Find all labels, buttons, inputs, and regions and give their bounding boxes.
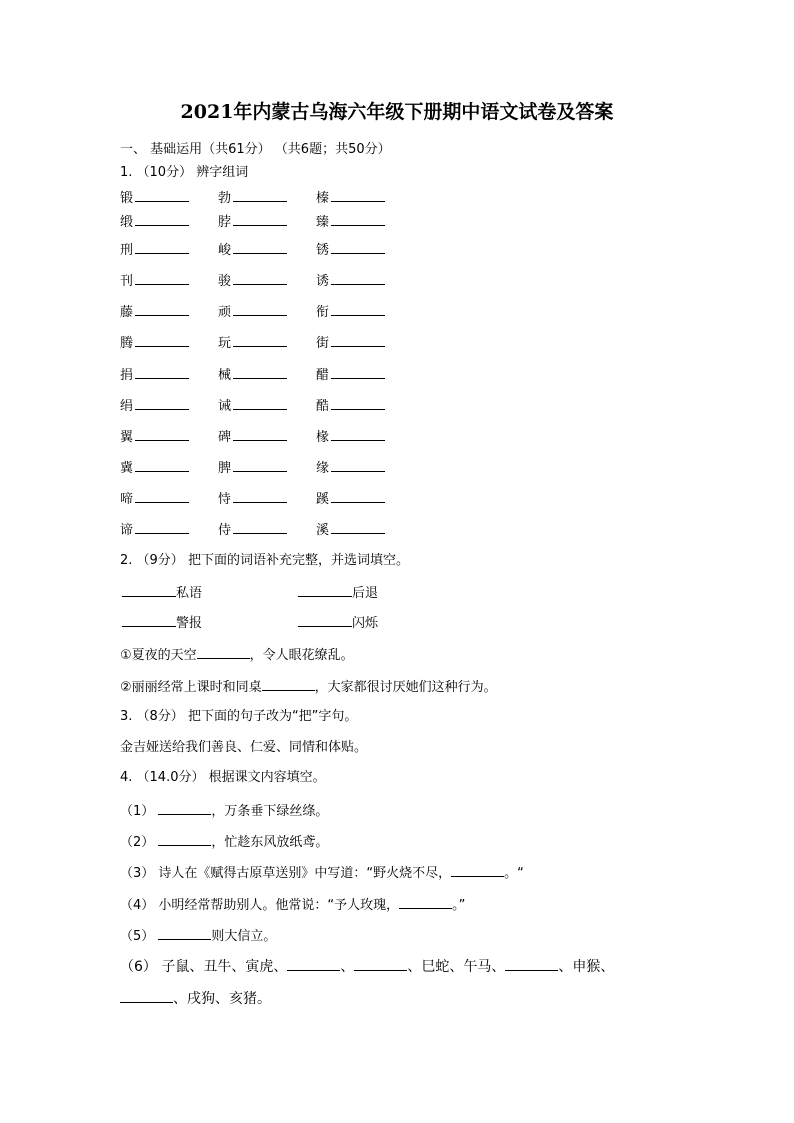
idiom-suffix: 警报 <box>176 616 203 631</box>
answer-blank[interactable] <box>233 213 287 226</box>
word-cell <box>316 272 385 290</box>
character: 谛 <box>120 523 134 538</box>
character: 侍 <box>218 523 232 538</box>
answer-blank[interactable] <box>135 272 189 285</box>
character: 缎 <box>120 215 134 230</box>
character: 街 <box>316 336 330 351</box>
word-cell <box>316 459 385 477</box>
answer-blank[interactable] <box>331 334 385 347</box>
question-1-header: 1. （10分） 辨字组词 <box>120 165 249 180</box>
character: 酷 <box>316 399 330 414</box>
question-2-header: 2. （9分） 把下面的词语补充完整，并选词填空。 <box>120 553 409 568</box>
idiom-fill-4 <box>296 614 378 632</box>
character: 臻 <box>316 215 330 230</box>
character: 脖 <box>218 215 232 230</box>
answer-blank[interactable] <box>505 958 558 971</box>
character: 绢 <box>120 399 134 414</box>
answer-blank[interactable] <box>135 241 189 254</box>
answer-blank[interactable] <box>298 584 352 597</box>
idiom-suffix: 私语 <box>176 586 203 601</box>
page-title: 2021年内蒙古乌海六年级下册期中语文试卷及答案 <box>180 101 614 123</box>
character: 衔 <box>316 305 330 320</box>
character: 诱 <box>316 274 330 289</box>
idiom-fill-2 <box>296 584 378 602</box>
character: 刊 <box>120 274 134 289</box>
recite-item-5 <box>120 927 276 945</box>
item-text: 、戌狗、亥猪。 <box>173 991 271 1007</box>
answer-blank[interactable] <box>331 397 385 410</box>
answer-blank[interactable] <box>233 459 287 472</box>
word-cell <box>120 428 189 446</box>
word-cell <box>120 189 189 207</box>
answer-blank[interactable] <box>233 241 287 254</box>
answer-blank[interactable] <box>158 802 211 815</box>
answer-blank[interactable] <box>122 584 176 597</box>
character: 藤 <box>120 305 134 320</box>
question-3-header: 3. （8分） 把下面的句子改为“把”字句。 <box>120 709 358 724</box>
character: 椽 <box>316 430 330 445</box>
answer-blank[interactable] <box>135 366 189 379</box>
item-text: 、巳蛇、午马、 <box>407 959 506 975</box>
item-text: 、 <box>340 959 355 975</box>
item-text: ，万条垂下绿丝绦。 <box>211 804 329 819</box>
idiom-suffix: 闪烁 <box>352 616 379 631</box>
answer-blank[interactable] <box>331 303 385 316</box>
idiom-fill-1 <box>120 584 202 602</box>
item-number: （3） <box>120 866 155 881</box>
item-text: 诗人在《赋得古原草送别》中写道：“野火烧不尽， <box>154 866 452 881</box>
word-cell <box>218 213 287 231</box>
answer-blank[interactable] <box>135 459 189 472</box>
sentence-text: ①夏夜的天空 <box>120 648 197 663</box>
character: 捐 <box>120 368 134 383</box>
answer-blank[interactable] <box>135 521 189 534</box>
item-text: 则大信立。 <box>211 929 277 944</box>
sentence-text: ②丽丽经常上课时和同桌 <box>120 680 262 695</box>
answer-blank[interactable] <box>233 428 287 441</box>
answer-blank[interactable] <box>135 334 189 347</box>
idiom-fill-3 <box>120 614 202 632</box>
word-cell <box>218 303 287 321</box>
sentence-text: ，大家都很讨厌她们这种行为。 <box>314 680 497 695</box>
character: 恃 <box>218 492 232 507</box>
word-cell <box>218 189 287 207</box>
character: 啼 <box>120 492 134 507</box>
word-cell <box>316 213 385 231</box>
word-cell <box>316 334 385 352</box>
word-cell <box>316 366 385 384</box>
recite-item-6 <box>120 958 614 975</box>
question-3-sentence: 金吉娅送给我们善良、仁爱、同情和体贴。 <box>120 740 368 755</box>
item-number: （4） <box>120 898 155 913</box>
item-text: 、申猴、 <box>558 959 615 975</box>
answer-blank[interactable] <box>451 864 504 877</box>
character: 醋 <box>316 368 330 383</box>
answer-blank[interactable] <box>233 272 287 285</box>
word-cell <box>120 490 189 508</box>
question-4-header: 4. （14.0分） 根据课文内容填空。 <box>120 770 326 785</box>
word-cell <box>120 521 189 539</box>
word-cell <box>218 241 287 259</box>
recite-item-6-continued <box>120 990 271 1007</box>
answer-blank[interactable] <box>122 614 176 627</box>
word-cell <box>120 241 189 259</box>
answer-blank[interactable] <box>135 428 189 441</box>
word-cell <box>316 397 385 415</box>
word-cell <box>316 428 385 446</box>
answer-blank[interactable] <box>262 678 315 691</box>
character: 榛 <box>316 191 330 206</box>
answer-blank[interactable] <box>233 303 287 316</box>
sentence-text: ，令人眼花缭乱。 <box>249 648 354 663</box>
answer-blank[interactable] <box>331 213 385 226</box>
answer-blank[interactable] <box>135 397 189 410</box>
answer-blank[interactable] <box>233 397 287 410</box>
answer-blank[interactable] <box>158 833 211 846</box>
word-cell <box>218 459 287 477</box>
word-cell <box>316 490 385 508</box>
item-number: （1） <box>120 804 155 819</box>
answer-blank[interactable] <box>331 241 385 254</box>
answer-blank[interactable] <box>233 366 287 379</box>
item-number: （5） <box>120 929 155 944</box>
word-cell <box>316 521 385 539</box>
item-text: 。“ <box>504 866 524 881</box>
answer-blank[interactable] <box>331 189 385 202</box>
answer-blank[interactable] <box>158 927 211 940</box>
character: 缘 <box>316 461 330 476</box>
character: 械 <box>218 368 232 383</box>
word-cell <box>120 459 189 477</box>
character: 骏 <box>218 274 232 289</box>
answer-blank[interactable] <box>233 521 287 534</box>
answer-blank[interactable] <box>233 490 287 503</box>
character: 勃 <box>218 191 232 206</box>
answer-blank[interactable] <box>120 990 173 1003</box>
recite-item-1 <box>120 802 328 820</box>
word-cell <box>316 189 385 207</box>
answer-blank[interactable] <box>331 428 385 441</box>
answer-blank[interactable] <box>331 366 385 379</box>
character: 碑 <box>218 430 232 445</box>
character: 峻 <box>218 243 232 258</box>
answer-blank[interactable] <box>135 490 189 503</box>
recite-item-4 <box>120 896 465 914</box>
character: 蹊 <box>316 492 330 507</box>
word-cell <box>218 334 287 352</box>
answer-blank[interactable] <box>197 646 250 659</box>
item-number: （6） <box>120 959 157 975</box>
answer-blank[interactable] <box>135 213 189 226</box>
word-cell <box>120 303 189 321</box>
word-cell <box>120 366 189 384</box>
answer-blank[interactable] <box>135 189 189 202</box>
character: 腾 <box>120 336 134 351</box>
idiom-suffix: 后退 <box>352 586 379 601</box>
character: 诫 <box>218 399 232 414</box>
answer-blank[interactable] <box>298 614 352 627</box>
item-text: 。” <box>452 898 466 913</box>
word-cell <box>120 213 189 231</box>
word-cell <box>316 241 385 259</box>
answer-blank[interactable] <box>135 303 189 316</box>
recite-item-3 <box>120 864 524 882</box>
item-number: （2） <box>120 835 155 850</box>
item-text: 小明经常帮助别人。他常说：“予人玫瑰， <box>154 898 400 913</box>
answer-blank[interactable] <box>331 490 385 503</box>
item-text: ，忙趁东风放纸鸢。 <box>211 835 329 850</box>
answer-blank[interactable] <box>331 272 385 285</box>
word-cell <box>120 397 189 415</box>
character: 锈 <box>316 243 330 258</box>
answer-blank[interactable] <box>331 459 385 472</box>
word-cell <box>120 272 189 290</box>
recite-item-2 <box>120 833 328 851</box>
word-cell <box>218 428 287 446</box>
answer-blank[interactable] <box>233 189 287 202</box>
answer-blank[interactable] <box>233 334 287 347</box>
answer-blank[interactable] <box>399 896 452 909</box>
character: 玩 <box>218 336 232 351</box>
fill-sentence-1 <box>120 646 354 664</box>
word-cell <box>218 272 287 290</box>
word-cell <box>120 334 189 352</box>
word-cell <box>218 366 287 384</box>
word-cell <box>316 303 385 321</box>
section-heading: 一、 基础运用（共61分） （共6题；共50分） <box>120 142 391 157</box>
word-cell <box>218 397 287 415</box>
character: 顽 <box>218 305 232 320</box>
word-cell <box>218 521 287 539</box>
character: 冀 <box>120 461 134 476</box>
answer-blank[interactable] <box>331 521 385 534</box>
fill-sentence-2 <box>120 678 497 696</box>
character: 翼 <box>120 430 134 445</box>
item-text: 子鼠、丑牛、寅虎、 <box>156 959 288 975</box>
answer-blank[interactable] <box>287 958 340 971</box>
answer-blank[interactable] <box>354 958 407 971</box>
character: 溪 <box>316 523 330 538</box>
character: 锻 <box>120 191 134 206</box>
character: 脾 <box>218 461 232 476</box>
character: 刑 <box>120 243 134 258</box>
word-cell <box>218 490 287 508</box>
